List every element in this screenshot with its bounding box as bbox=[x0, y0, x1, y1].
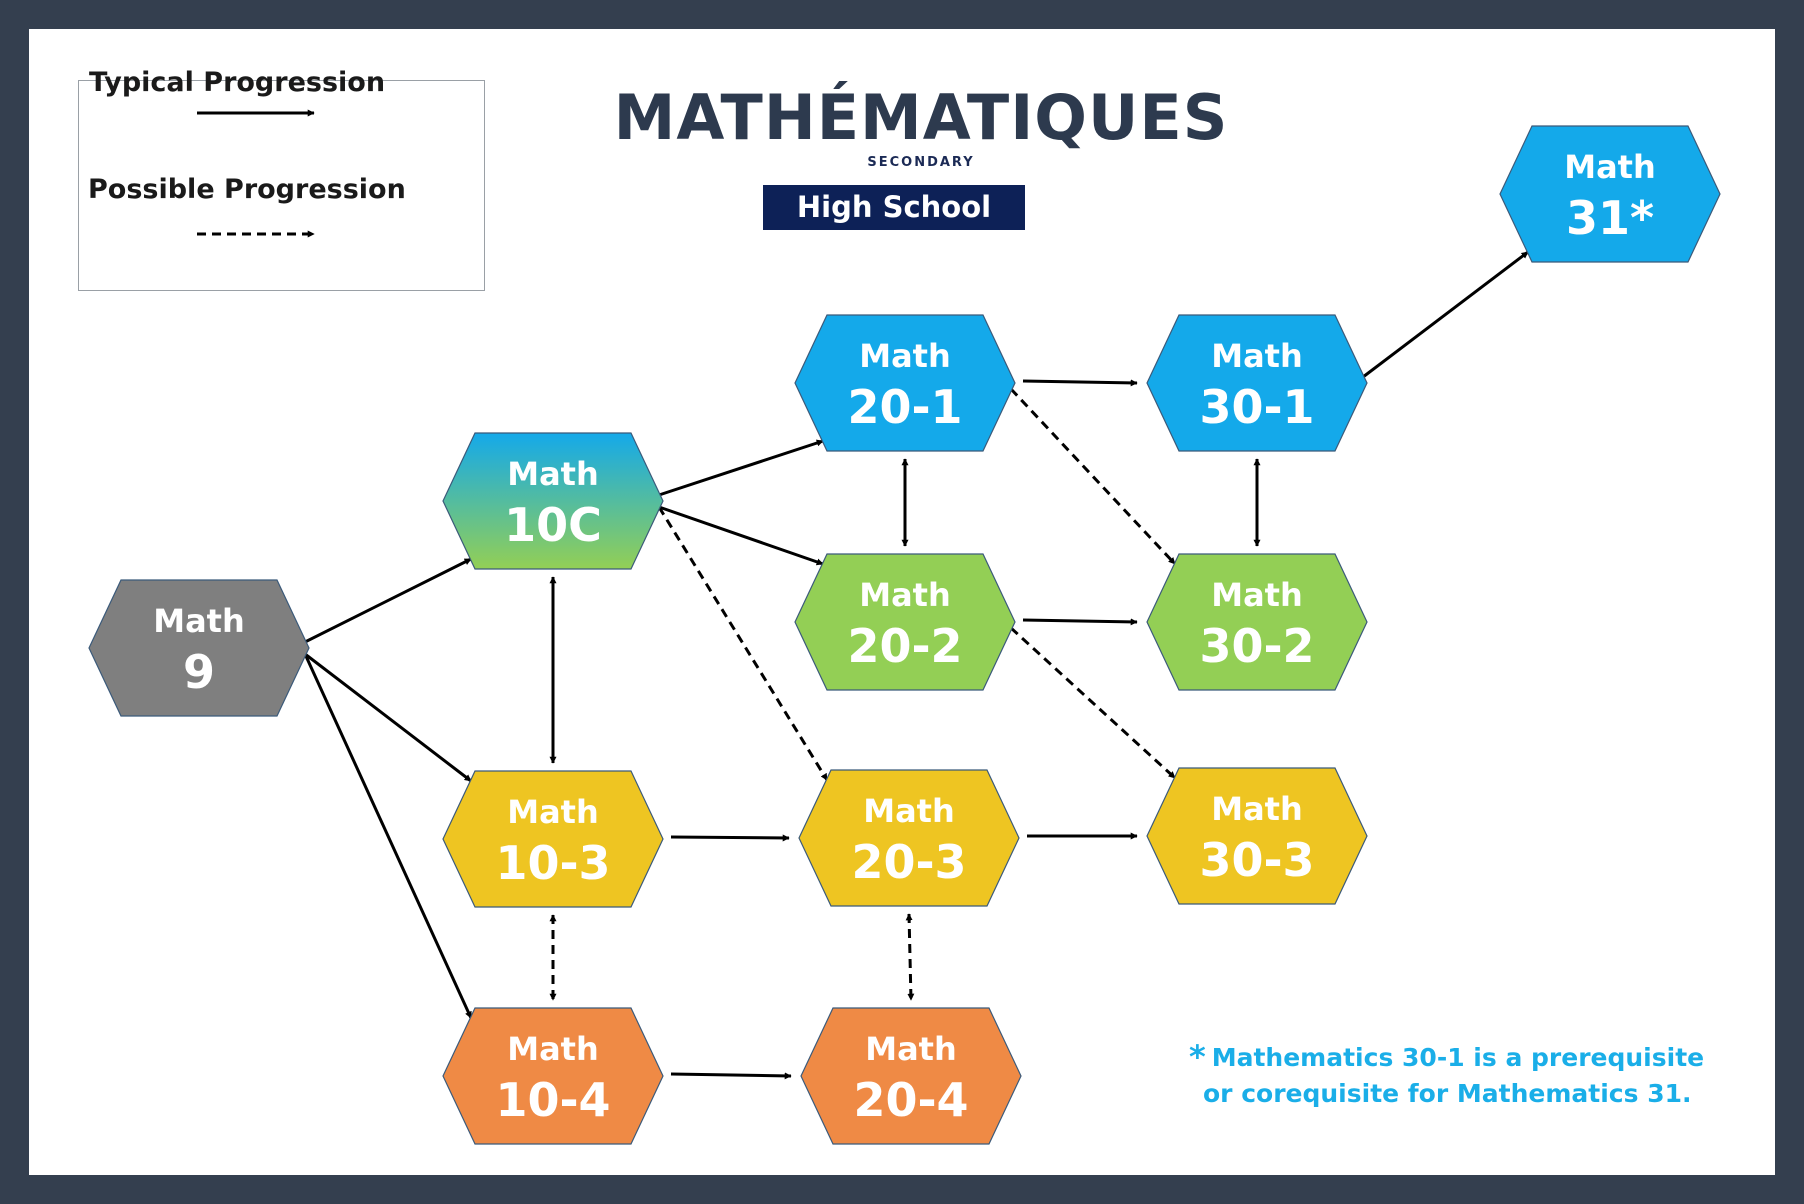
course-node-math20-1 bbox=[795, 315, 1015, 451]
footnote-line-1: Mathematics 30-1 is a prerequisite bbox=[1211, 1043, 1705, 1072]
course-progression-diagram bbox=[29, 29, 1775, 1175]
course-label-math20-1: Math bbox=[859, 337, 951, 375]
course-label-math20-3: Math bbox=[863, 792, 955, 830]
legend-typical-label: Typical Progression bbox=[89, 67, 386, 98]
course-label-math30-2: Math bbox=[1211, 576, 1303, 614]
course-label-math10-3: Math bbox=[507, 793, 599, 831]
arrow-math20-1-to-math30-2 bbox=[1011, 389, 1175, 564]
arrow-math10c-to-math20-3 bbox=[659, 507, 827, 780]
course-number-math10c: 10C bbox=[504, 498, 602, 552]
course-node-math10-3 bbox=[443, 771, 663, 907]
course-node-math30-2 bbox=[1147, 554, 1367, 690]
course-node-math20-3 bbox=[799, 770, 1019, 906]
page-title: MATHÉMATIQUES bbox=[613, 81, 1229, 154]
course-node-math20-4 bbox=[801, 1008, 1021, 1144]
course-number-math20-1: 20-1 bbox=[847, 380, 963, 434]
arrow-math20-1-to-math30-1 bbox=[1023, 381, 1137, 383]
arrow-math9-to-math10-3 bbox=[305, 654, 471, 781]
level-badge: High School bbox=[763, 185, 1025, 230]
footnote bbox=[1189, 1039, 1749, 1112]
arrow-math30-1-to-math31 bbox=[1363, 252, 1528, 377]
course-label-math9: Math bbox=[153, 602, 245, 640]
course-number-math10-3: 10-3 bbox=[495, 836, 611, 890]
course-label-math10-4: Math bbox=[507, 1030, 599, 1068]
course-number-math20-3: 20-3 bbox=[851, 835, 967, 889]
arrow-math10c-to-math20-1 bbox=[659, 441, 823, 495]
diagram-frame bbox=[29, 29, 1775, 1175]
arrow-math10c-to-math20-2 bbox=[659, 507, 823, 564]
course-number-math30-2: 30-2 bbox=[1199, 619, 1315, 673]
arrow-math9-to-math10c bbox=[305, 559, 471, 642]
course-label-math31: Math bbox=[1564, 148, 1656, 186]
course-node-math10-4 bbox=[443, 1008, 663, 1144]
course-number-math31: 31* bbox=[1565, 191, 1655, 245]
course-node-math30-3 bbox=[1147, 768, 1367, 904]
course-label-math30-3: Math bbox=[1211, 790, 1303, 828]
footnote-line-2: or corequisite for Mathematics 31. bbox=[1203, 1079, 1692, 1108]
course-node-math31 bbox=[1500, 126, 1720, 262]
arrow-math20-2-to-math30-3 bbox=[1011, 628, 1175, 778]
legend-possible-label: Possible Progression bbox=[88, 174, 406, 205]
arrow-math10-4-to-math20-4 bbox=[671, 1074, 791, 1076]
course-number-math9: 9 bbox=[182, 645, 216, 699]
course-number-math30-3: 30-3 bbox=[1199, 833, 1315, 887]
course-number-math30-1: 30-1 bbox=[1199, 380, 1315, 434]
course-number-math20-2: 20-2 bbox=[847, 619, 963, 673]
course-node-math30-1 bbox=[1147, 315, 1367, 451]
course-node-math20-2 bbox=[795, 554, 1015, 690]
course-label-math30-1: Math bbox=[1211, 337, 1303, 375]
course-node-math9 bbox=[89, 580, 309, 716]
page-subtitle: SECONDARY bbox=[867, 155, 975, 170]
course-label-math20-4: Math bbox=[865, 1030, 957, 1068]
arrow-math20-3-to-math20-4 bbox=[909, 914, 911, 1000]
course-number-math20-4: 20-4 bbox=[853, 1073, 969, 1127]
course-label-math20-2: Math bbox=[859, 576, 951, 614]
footnote-star: * bbox=[1189, 1038, 1206, 1076]
arrow-math10-3-to-math20-3 bbox=[671, 837, 789, 838]
course-label-math10c: Math bbox=[507, 455, 599, 493]
arrow-math20-2-to-math30-2 bbox=[1023, 620, 1137, 622]
course-number-math10-4: 10-4 bbox=[495, 1073, 611, 1127]
course-node-math10c bbox=[443, 433, 663, 569]
